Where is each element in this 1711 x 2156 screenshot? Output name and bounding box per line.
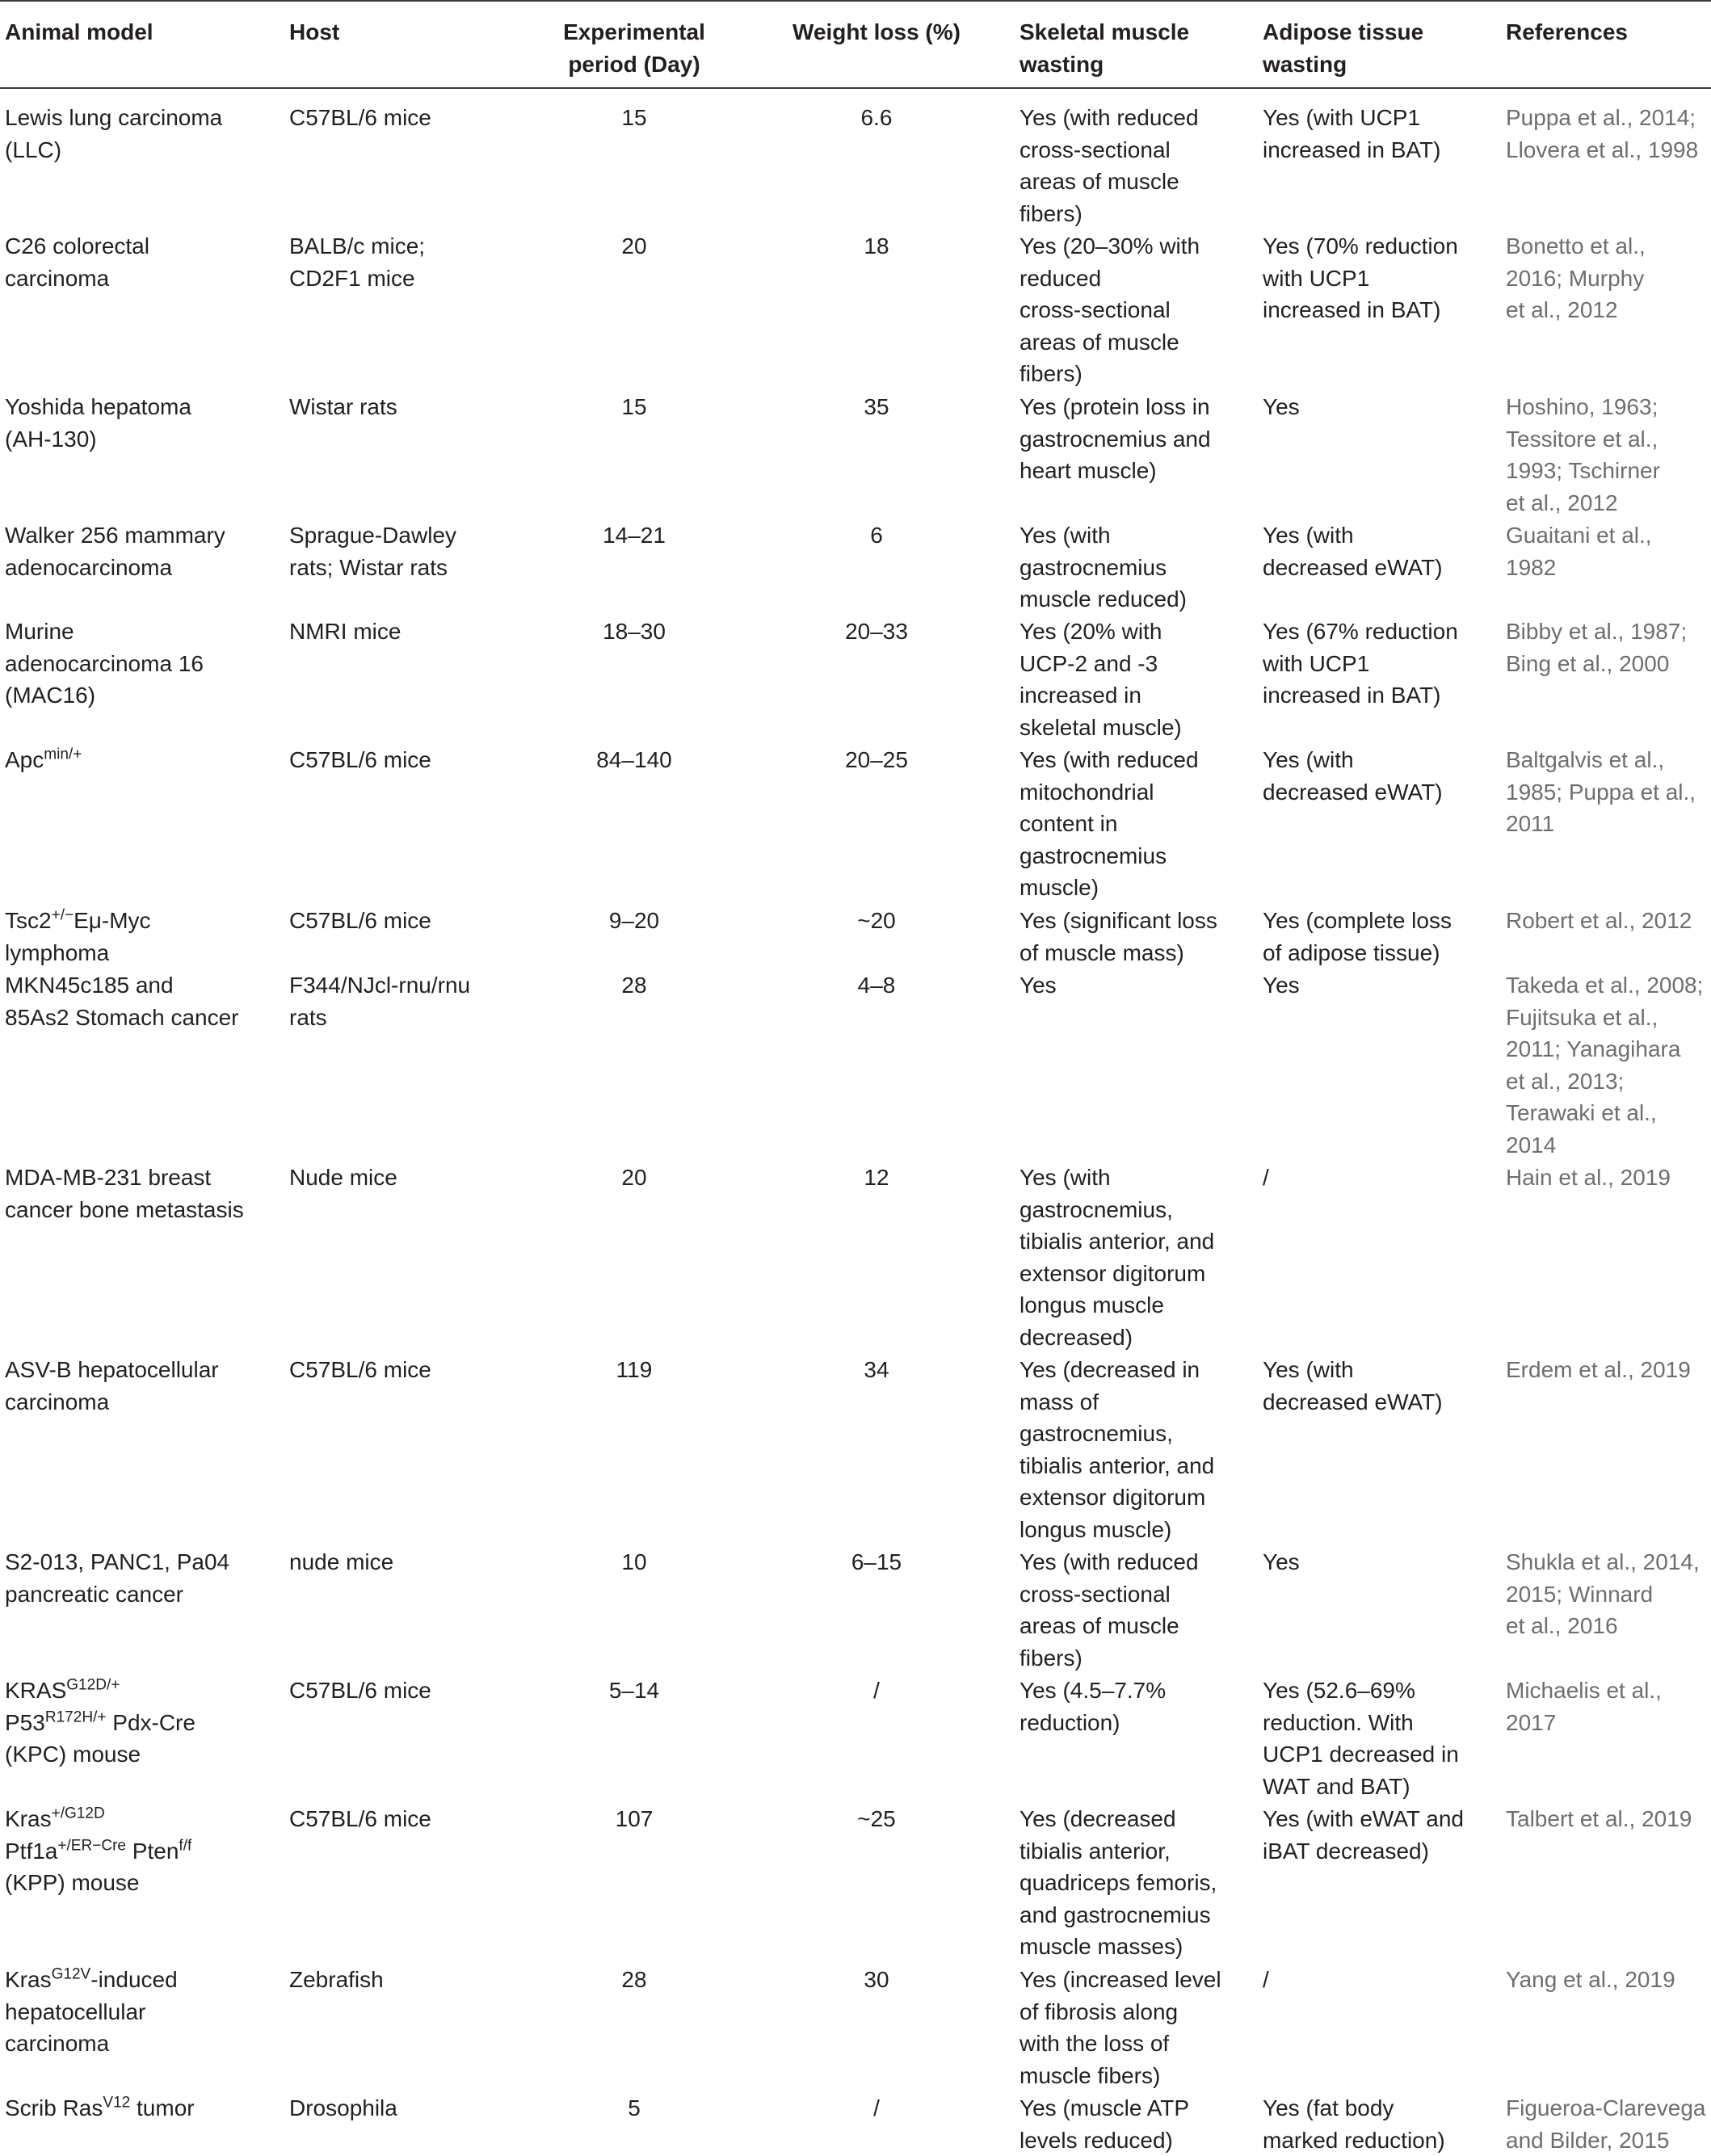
animal-model-text: Kras xyxy=(5,1967,52,1992)
animal-model-text: Apc xyxy=(5,747,44,772)
cell-references: Figueroa-Clarevega and Bilder, 2015 xyxy=(1506,2095,1706,2153)
cell-weight-loss: 12 xyxy=(864,1165,889,1190)
animal-model-text: Pten xyxy=(126,1838,179,1864)
cell-experimental-period: 5–14 xyxy=(608,1678,660,1703)
cell-animal-model xyxy=(5,905,280,969)
cell-animal-model xyxy=(5,519,280,583)
animal-model-text: Scrib Ras xyxy=(5,2095,103,2120)
cell-adipose-tissue-wasting: / xyxy=(1263,1165,1269,1190)
cell-weight-loss: ~20 xyxy=(857,908,896,933)
cell-references: Takeda et al., 2008; Fujitsuka et al., 2011; Yanagihara et al., 2013; Terawaki et al., 2014 xyxy=(1506,973,1704,1158)
cell-host: F344/NJcl-rnu/rnu rats xyxy=(289,973,471,1030)
cell-experimental-period: 9–20 xyxy=(608,908,660,933)
cell-experimental-period: 5 xyxy=(628,2095,641,2120)
cell-animal-model xyxy=(5,230,280,294)
cell-experimental-period: 107 xyxy=(615,1806,654,1831)
animal-model-text: Lewis lung carcinoma (LLC) xyxy=(5,105,223,162)
cell-animal-model xyxy=(5,616,280,712)
animal-model-superscript: R172H/+ xyxy=(44,1708,107,1726)
cell-references: Erdem et al., 2019 xyxy=(1506,1357,1691,1382)
cell-references: Baltgalvis et al., 1985; Puppa et al., 2011 xyxy=(1506,747,1696,836)
cell-skeletal-muscle-wasting: Yes (decreased in mass of gastrocnemius, tibialis anterior, and extensor digitorum longus muscle) xyxy=(1019,1357,1215,1542)
cell-experimental-period: 20 xyxy=(621,1165,647,1190)
cell-experimental-period: 28 xyxy=(621,1967,647,1992)
animal-model-text: KRAS xyxy=(5,1678,67,1703)
cell-skeletal-muscle-wasting: Yes (decreased tibialis anterior, quadriceps femoris, and gastrocnemius muscle masses) xyxy=(1019,1806,1217,1959)
cell-references: Hoshino, 1963; Tessitore et al., 1993; Tschirner et al., 2012 xyxy=(1506,394,1660,515)
cell-experimental-period: 18–30 xyxy=(603,619,666,644)
cell-references: Yang et al., 2019 xyxy=(1506,1967,1675,1992)
animal-model-text: Ptf1a xyxy=(5,1838,58,1864)
cell-weight-loss: / xyxy=(873,1678,880,1703)
cell-references: Talbert et al., 2019 xyxy=(1506,1806,1692,1831)
cell-experimental-period: 10 xyxy=(621,1549,647,1574)
cell-host: Drosophila xyxy=(289,2095,397,2120)
header-host: Host xyxy=(289,19,340,44)
cell-animal-model xyxy=(5,1964,280,2060)
cell-weight-loss: / xyxy=(873,2095,880,2120)
animal-model-text: MKN45c185 and 85As2 Stomach cancer xyxy=(5,973,239,1030)
cell-weight-loss: 6.6 xyxy=(860,105,893,130)
cell-references: Shukla et al., 2014, 2015; Winnard et al., 2016 xyxy=(1506,1549,1700,1638)
cell-host: nude mice xyxy=(289,1549,394,1574)
cell-host: Sprague-Dawley rats; Wistar rats xyxy=(289,523,456,580)
cell-host: C57BL/6 mice xyxy=(289,1357,431,1382)
cell-adipose-tissue-wasting: Yes (67% reduction with UCP1 increased in BAT) xyxy=(1263,619,1458,708)
cell-host: C57BL/6 mice xyxy=(289,1678,431,1703)
cell-host: NMRI mice xyxy=(289,619,401,644)
cell-experimental-period: 15 xyxy=(621,105,647,130)
cell-adipose-tissue-wasting: Yes xyxy=(1263,1549,1300,1574)
cell-skeletal-muscle-wasting: Yes (muscle ATP levels reduced) xyxy=(1019,2095,1190,2153)
cell-host: C57BL/6 mice xyxy=(289,747,431,772)
cell-weight-loss: 4–8 xyxy=(857,973,896,998)
cell-experimental-period: 84–140 xyxy=(596,747,672,772)
cell-skeletal-muscle-wasting: Yes (with reduced mitochondrial content in gastrocnemius muscle) xyxy=(1019,747,1199,900)
animal-model-text: Eμ-Myc lymphoma xyxy=(5,908,151,965)
cell-weight-loss: ~25 xyxy=(857,1806,896,1831)
header-skeletal-muscle-wasting: Skeletal muscle wasting xyxy=(1019,19,1190,77)
cell-weight-loss: 30 xyxy=(864,1967,889,1992)
cell-host: Zebrafish xyxy=(289,1967,384,1992)
cell-host: BALB/c mice; CD2F1 mice xyxy=(289,233,426,291)
cell-experimental-period: 15 xyxy=(621,394,647,419)
cell-skeletal-muscle-wasting: Yes (with gastrocnemius, tibialis anterior, and extensor digitorum longus muscle decreased) xyxy=(1019,1165,1215,1350)
table-top-rule xyxy=(0,0,1711,2)
animal-model-text: Kras xyxy=(5,1806,52,1831)
animal-model-superscript: f/f xyxy=(179,1837,192,1855)
animal-model-superscript: +/G12D xyxy=(51,1805,105,1822)
cell-experimental-period: 119 xyxy=(616,1357,653,1382)
cell-animal-model xyxy=(5,2092,280,2124)
animal-model-text: Yoshida hepatoma (AH-130) xyxy=(5,394,191,452)
cell-skeletal-muscle-wasting: Yes (protein loss in gastrocnemius and heart muscle) xyxy=(1019,394,1211,483)
cell-animal-model xyxy=(5,102,280,166)
cell-weight-loss: 20–33 xyxy=(845,619,908,644)
header-weight-loss: Weight loss (%) xyxy=(792,19,961,44)
cell-adipose-tissue-wasting: / xyxy=(1263,1967,1269,1992)
animal-model-text: ASV-B hepatocellular carcinoma xyxy=(5,1357,219,1414)
cell-references: Bibby et al., 1987; Bing et al., 2000 xyxy=(1506,619,1688,676)
animal-model-superscript: +/ER−Cre xyxy=(57,1837,127,1855)
animal-model-text: (KPP) mouse xyxy=(5,1870,140,1895)
cell-adipose-tissue-wasting: Yes (with decreased eWAT) xyxy=(1263,523,1443,580)
cell-host: C57BL/6 mice xyxy=(289,105,431,130)
header-animal-model: Animal model xyxy=(5,19,153,44)
animal-model-text: Tsc2 xyxy=(5,908,52,933)
animal-model-text: MDA-MB-231 breast cancer bone metastasis xyxy=(5,1165,244,1222)
animal-model-superscript: V12 xyxy=(103,2094,131,2112)
cell-host: Nude mice xyxy=(289,1165,397,1190)
cell-experimental-period: 14–21 xyxy=(603,523,666,548)
cell-host: C57BL/6 mice xyxy=(289,1806,431,1831)
header-references: References xyxy=(1506,19,1628,44)
cell-skeletal-muscle-wasting: Yes (with reduced cross-sectional areas of muscle fibers) xyxy=(1019,1549,1199,1671)
cell-skeletal-muscle-wasting: Yes (with reduced cross-sectional areas of muscle fibers) xyxy=(1019,105,1199,226)
cell-host: Wistar rats xyxy=(289,394,397,419)
animal-model-text: Murine adenocarcinoma 16 (MAC16) xyxy=(5,619,204,708)
cell-adipose-tissue-wasting: Yes xyxy=(1263,973,1300,998)
cell-weight-loss: 20–25 xyxy=(845,747,908,772)
animal-model-text: P53 xyxy=(5,1709,45,1735)
cell-references: Bonetto et al., 2016; Murphy et al., 2012 xyxy=(1506,233,1646,322)
cell-animal-model xyxy=(5,969,280,1033)
animal-model-text: tumor xyxy=(130,2095,195,2120)
cell-weight-loss: 6 xyxy=(870,523,883,548)
cell-animal-model xyxy=(5,1803,280,1899)
animal-model-text: -induced hepatocellular carcinoma xyxy=(5,1967,178,2056)
cell-weight-loss: 6–15 xyxy=(851,1549,902,1574)
cell-skeletal-muscle-wasting: Yes (with gastrocnemius muscle reduced) xyxy=(1019,523,1187,611)
cell-adipose-tissue-wasting: Yes xyxy=(1263,394,1300,419)
cell-animal-model xyxy=(5,1546,280,1610)
cell-adipose-tissue-wasting: Yes (with decreased eWAT) xyxy=(1263,747,1443,805)
cell-skeletal-muscle-wasting: Yes (20% with UCP-2 and -3 increased in skeletal muscle) xyxy=(1019,619,1182,740)
cell-references: Robert et al., 2012 xyxy=(1506,908,1692,933)
cell-animal-model xyxy=(5,744,280,776)
cell-adipose-tissue-wasting: Yes (fat body marked reduction) xyxy=(1263,2095,1445,2153)
animal-model-superscript: G12D/+ xyxy=(66,1676,120,1694)
cell-references: Puppa et al., 2014; Llovera et al., 1998 xyxy=(1506,105,1699,162)
cell-references: Guaitani et al., 1982 xyxy=(1506,523,1652,580)
animal-model-text: Pdx-Cre (KPC) mouse xyxy=(5,1709,195,1767)
cell-skeletal-muscle-wasting: Yes xyxy=(1019,973,1057,998)
animal-model-text: C26 colorectal carcinoma xyxy=(5,233,149,291)
cell-animal-model xyxy=(5,391,280,455)
cell-skeletal-muscle-wasting: Yes (20–30% with reduced cross-sectional areas of muscle fibers) xyxy=(1019,233,1200,386)
cell-weight-loss: 18 xyxy=(864,233,889,258)
animal-model-superscript: G12V xyxy=(51,1965,91,1983)
cell-adipose-tissue-wasting: Yes (70% reduction with UCP1 increased in BAT) xyxy=(1263,233,1458,322)
cell-weight-loss: 35 xyxy=(864,394,889,419)
cell-skeletal-muscle-wasting: Yes (significant loss of muscle mass) xyxy=(1019,908,1217,965)
header-adipose-tissue-wasting: Adipose tissue wasting xyxy=(1263,19,1424,77)
cell-weight-loss: 34 xyxy=(864,1357,889,1382)
header-experimental-period: Experimental period (Day) xyxy=(563,19,705,77)
cell-animal-model xyxy=(5,1162,280,1225)
cell-experimental-period: 28 xyxy=(621,973,647,998)
cell-adipose-tissue-wasting: Yes (52.6–69% reduction. With UCP1 decreased in WAT and BAT) xyxy=(1263,1678,1459,1799)
cell-experimental-period: 20 xyxy=(621,233,647,258)
animal-model-superscript: min/+ xyxy=(44,746,82,763)
cell-adipose-tissue-wasting: Yes (with decreased eWAT) xyxy=(1263,1357,1443,1414)
cell-animal-model xyxy=(5,1354,280,1418)
animal-model-superscript: +/− xyxy=(51,906,74,924)
cell-adipose-tissue-wasting: Yes (with eWAT and iBAT decreased) xyxy=(1263,1806,1465,1864)
table-header-rule xyxy=(0,87,1711,89)
cell-animal-model xyxy=(5,1675,280,1771)
cell-adipose-tissue-wasting: Yes (complete loss of adipose tissue) xyxy=(1263,908,1452,965)
cell-skeletal-muscle-wasting: Yes (4.5–7.7% reduction) xyxy=(1019,1678,1167,1735)
cell-references: Michaelis et al., 2017 xyxy=(1506,1678,1662,1735)
cell-references: Hain et al., 2019 xyxy=(1506,1165,1671,1190)
animal-model-text: S2-013, PANC1, Pa04 pancreatic cancer xyxy=(5,1549,230,1607)
animal-model-text: Walker 256 mammary adenocarcinoma xyxy=(5,523,225,580)
cell-adipose-tissue-wasting: Yes (with UCP1 increased in BAT) xyxy=(1263,105,1441,162)
cell-skeletal-muscle-wasting: Yes (increased level of fibrosis along with the loss of muscle fibers) xyxy=(1019,1967,1221,2088)
cell-host: C57BL/6 mice xyxy=(289,908,431,933)
